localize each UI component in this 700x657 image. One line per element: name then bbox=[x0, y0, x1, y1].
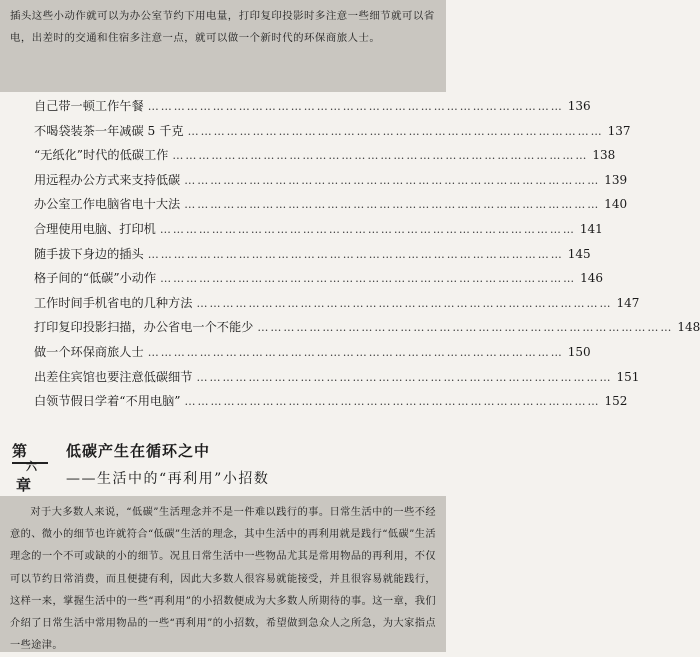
intro-paragraph-box bbox=[0, 0, 446, 92]
intro-paragraph: 插头这些小动作就可以为办公室节约下用电量，打印复印投影时多注意一些细节就可以省电，出差时的交通和住宿多注意一点，就可以做一个新时代的环保商旅人士。 bbox=[10, 10, 435, 44]
toc-entry-page: 139 bbox=[604, 172, 628, 187]
toc-entry[interactable] bbox=[34, 119, 631, 144]
toc-leader-dots: …………………………………………………………………………………… bbox=[184, 173, 601, 187]
chapter-number-badge bbox=[12, 440, 40, 492]
toc-leader-dots: …………………………………………………………………………………… bbox=[257, 321, 674, 335]
toc-entry-title: 用远程办公方式来支持低碳 bbox=[34, 172, 181, 187]
chapter-intro-box bbox=[0, 496, 446, 652]
toc-entry[interactable] bbox=[34, 266, 604, 291]
toc-entry-page: 150 bbox=[567, 344, 591, 359]
chapter-number: 六 bbox=[26, 460, 37, 473]
toc-entry[interactable] bbox=[34, 365, 640, 390]
toc-entry-page: 146 bbox=[580, 271, 604, 286]
toc-entry-page: 136 bbox=[567, 99, 591, 113]
chapter-heading bbox=[0, 438, 446, 498]
toc-entry-title: 做一个环保商旅人士 bbox=[34, 344, 144, 359]
chapter-intro-paragraph: 对于大多数人来说，“低碳”生活理念并不是一件难以践行的事。日常生活中的一些不经意的、微小的细节也许就符合“低碳”生活的理念，其中生活中的再利用就是践行“低碳”生活理念的一个不可或缺的小的细节。况且日常生活中一些物品尤其是常用物品的再利用，不仅可以节约日常消费，而且便捷有利，因此大多数人很容易就能接受，并且很容易就能践行，这样一来，掌握生活中的一些“再利用”的小招数便成为大多数人所期待的事。这一章，我们介绍了日常生活中常用物品的一些“再利用”的小招数，希望做到急众人之所急，为大家指点一些途津。 bbox=[10, 507, 436, 652]
toc-leader-dots: …………………………………………………………………………………… bbox=[196, 370, 613, 384]
chapter-label-zhang: 章 bbox=[16, 476, 32, 494]
toc-entry-page: 147 bbox=[616, 295, 640, 310]
toc-entry[interactable] bbox=[34, 291, 640, 316]
toc-entry[interactable] bbox=[34, 242, 591, 267]
toc-entry[interactable] bbox=[34, 340, 591, 365]
toc-entry-page: 148 bbox=[677, 320, 700, 335]
toc-entry[interactable] bbox=[34, 192, 628, 217]
toc-leader-dots: …………………………………………………………………………………… bbox=[184, 395, 601, 409]
toc-entry-page: 145 bbox=[567, 246, 591, 261]
toc-entry-title: “无纸化”时代的低碳工作 bbox=[34, 148, 169, 163]
toc-entry-title: 合理使用电脑、打印机 bbox=[34, 221, 156, 236]
toc-entry-title: 出差住宾馆也要注意低碳细节 bbox=[34, 369, 193, 384]
toc-entry-page: 152 bbox=[604, 394, 628, 409]
chapter-label-di: 第 bbox=[12, 442, 28, 460]
toc-entry-page: 138 bbox=[592, 148, 616, 163]
toc-entry-title: 自己带一顿工作午餐 bbox=[34, 99, 144, 113]
toc-entry-title: 工作时间手机省电的几种方法 bbox=[34, 295, 193, 310]
toc-entry-page: 141 bbox=[579, 221, 603, 236]
toc-entry-page: 137 bbox=[607, 123, 631, 138]
toc-entry[interactable] bbox=[34, 217, 603, 242]
toc-leader-dots: …………………………………………………………………………………… bbox=[172, 149, 589, 163]
toc-entry-title: 格子间的“低碳”小动作 bbox=[34, 271, 157, 286]
chapter-subtitle: ——生活中的“再利用”小招数 bbox=[66, 471, 270, 487]
toc-leader-dots: …………………………………………………………………………………… bbox=[147, 247, 564, 261]
toc-leader-dots: …………………………………………………………………………………… bbox=[147, 100, 564, 113]
toc-entry[interactable] bbox=[34, 389, 628, 414]
toc-entry-page: 140 bbox=[604, 197, 628, 212]
toc-entry-title: 不喝袋装茶一年减碳 5 千克 bbox=[34, 123, 184, 138]
toc-entry-title: 随手拔下身边的插头 bbox=[34, 246, 144, 261]
toc-entry[interactable] bbox=[34, 94, 591, 119]
chapter-title: 低碳产生在循环之中 bbox=[66, 442, 211, 460]
toc-leader-dots: …………………………………………………………………………………… bbox=[147, 345, 564, 359]
toc-entry[interactable] bbox=[34, 315, 700, 340]
toc-leader-dots: …………………………………………………………………………………… bbox=[196, 296, 613, 310]
toc-leader-dots: …………………………………………………………………………………… bbox=[159, 222, 576, 236]
table-of-contents bbox=[34, 94, 700, 414]
toc-leader-dots: …………………………………………………………………………………… bbox=[184, 198, 601, 212]
toc-entry[interactable] bbox=[34, 168, 628, 193]
toc-entry[interactable] bbox=[34, 143, 616, 168]
toc-leader-dots: …………………………………………………………………………………… bbox=[187, 124, 604, 138]
toc-entry-title: 白领节假日学着“不用电脑” bbox=[34, 394, 181, 409]
toc-entry-title: 办公室工作电脑省电十大法 bbox=[34, 197, 181, 212]
toc-entry-page: 151 bbox=[616, 369, 640, 384]
toc-leader-dots: …………………………………………………………………………………… bbox=[160, 272, 577, 286]
toc-entry-title: 打印复印投影扫描，办公省电一个不能少 bbox=[34, 320, 254, 335]
